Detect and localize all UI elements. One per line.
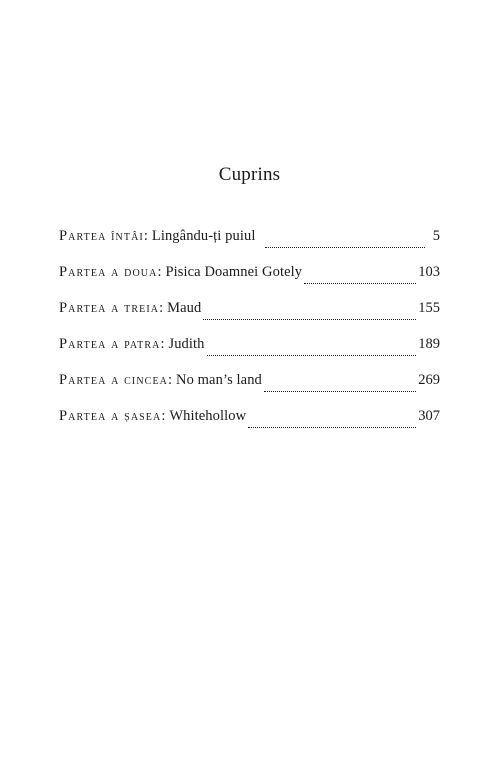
chapter-title: No man’s land [176, 372, 262, 388]
dot-leader [207, 342, 417, 356]
toc-title: Cuprins [218, 164, 281, 185]
page-number: 5 [432, 228, 440, 244]
dot-leader [248, 414, 416, 428]
dot-leader [203, 306, 416, 320]
chapter-title: Maud [167, 300, 202, 316]
page-number: 189 [418, 336, 440, 352]
toc-entry: Partea a treia : Maud 155 [59, 298, 440, 334]
part-label: Partea a treia [59, 300, 160, 316]
toc-entry: Partea a doua : Pisica Doamnei Gotely 103 [59, 262, 440, 298]
dot-leader [265, 234, 424, 248]
toc-entry: Partea a șasea : Whitehollow 307 [59, 406, 440, 442]
page-number: 155 [418, 300, 440, 316]
part-label: Partea întâi [59, 228, 144, 244]
dot-leader [264, 378, 416, 392]
toc-entry: Partea întâi : Lingându-ți puiul 5 [59, 226, 440, 262]
toc-entry: Partea a patra : Judith 189 [59, 334, 440, 370]
part-label: Partea a șasea [59, 408, 162, 424]
table-of-contents [59, 226, 440, 442]
chapter-title: Whitehollow [169, 408, 247, 424]
part-label: Partea a cincea [59, 372, 168, 388]
chapter-title: Lingându-ți puiul [151, 228, 256, 244]
chapter-title: Pisica Doamnei Gotely [165, 264, 303, 280]
toc-entry: Partea a cincea : No man’s land 269 [59, 370, 440, 406]
dot-leader [304, 270, 416, 284]
part-label: Partea a doua [59, 264, 158, 280]
part-label: Partea a patra [59, 336, 161, 352]
page-number: 269 [418, 372, 440, 388]
page-number: 307 [418, 408, 440, 424]
page-number: 103 [418, 264, 440, 280]
chapter-title: Judith [168, 336, 205, 352]
